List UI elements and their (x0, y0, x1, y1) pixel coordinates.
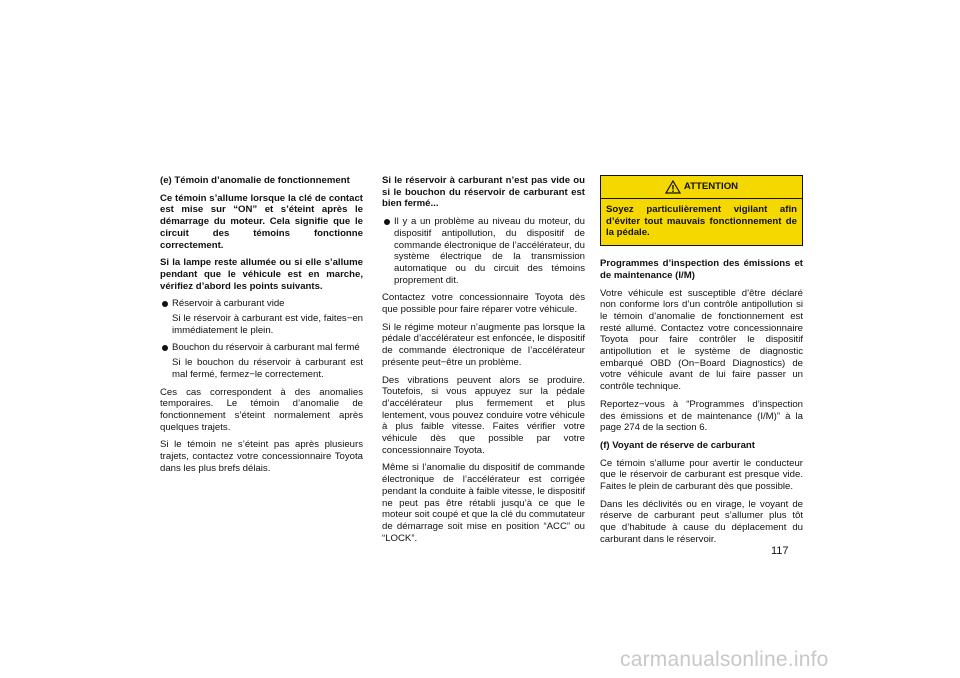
section-heading-e: (e) Témoin d’anomalie de fonctionnement (160, 175, 350, 186)
watermark: carmanualsonline.info (620, 648, 829, 671)
paragraph: Si le régime moteur n’augmente pas lorsque la pédale d’accélérateur est enfoncée, le dispositif de commande électronique de l’accélérateur présente peut−être un problème. (382, 321, 585, 368)
lamp-on-bold-paragraph: Si la lampe reste allumée ou si elle s’allume pendant que le véhicule est en marche, vérifiez d’abord les points suivants. (160, 257, 363, 292)
bullet-icon (160, 342, 172, 355)
column-right (600, 175, 803, 552)
section-heading-f: (f) Voyant de réserve de carburant (600, 439, 755, 451)
condition-heading: Si le réservoir à carburant n’est pas vide ou si le bouchon du réservoir de carburant est bien fermé... (382, 175, 585, 210)
paragraph: Votre véhicule est susceptible d’être déclaré non conforme lors d’un contrôle antipollution si le témoin d’anomalie de fonctionnement est resté allumé. Contactez votre concessionnaire Toyota pour faire contrôler le dispositif antipollution et le système de diagnostic embarqué OBD (On−Board Diagnostics) de votre véhicule avant de lui faire passer un contrôle technique. (600, 287, 803, 393)
attention-title: ATTENTION (683, 181, 739, 193)
section-heading-im: Programmes d’inspection des émissions et de maintenance (I/M) (600, 258, 803, 281)
bullet-icon (160, 298, 172, 311)
bullet-icon (382, 216, 394, 286)
paragraph: Des vibrations peuvent alors se produire. Toutefois, si vous appuyez sur la pédale d’accélérateur plus fermement et plus lentement, vous pouvez conduire votre véhicule à plus faible vitesse. Faites vérifier votre véhicule dès que possible par votre concessionnaire Toyota. (382, 374, 585, 456)
attention-body: Soyez particulièrement vigilant afin d’éviter tout mauvais fonctionnement de la pédale. (606, 204, 797, 239)
list-item: Il y a un problème au niveau du moteur, du dispositif antipollution, du dispositif de commande électronique de l’accélérateur, du système électrique de la transmission automatique ou du circuit des témoins proprement dit. (382, 216, 585, 286)
paragraph: Ce témoin s’allume pour avertir le conducteur que le réservoir de carburant est presque vide. Faites le plein de carburant dès que possible. (600, 457, 803, 493)
attention-box (600, 175, 803, 246)
paragraph: Même si l’anomalie du dispositif de commande électronique de l’accélérateur est corrigée pendant la conduite à faible vitesse, le dispositif ne peut pas être rétabli jusqu’à ce que le moteur soit coupé et que la clé du commutateur de démarrage soit mise en position “ACC” ou “LOCK”. (382, 462, 585, 544)
bullet-detail: Si le réservoir à carburant est vide, faites−en immédiatement le plein. (172, 313, 363, 336)
warning-triangle-icon (665, 180, 681, 194)
attention-header (601, 176, 802, 199)
column-middle (382, 175, 585, 550)
list-item: Bouchon du réservoir à carburant mal fermé (160, 342, 363, 355)
paragraph: Reportez−vous à “Programmes d’inspection des émissions et de maintenance (I/M)” à la page 274 de la section 6. (600, 398, 803, 434)
paragraph: Si le témoin ne s’éteint pas après plusieurs trajets, contactez votre concessionnaire Toyota dans les plus brefs délais. (160, 439, 363, 474)
intro-bold-paragraph: Ce témoin s’allume lorsque la clé de contact est mise sur “ON” et s’éteint après le démarrage du moteur. Cela signifie que le circuit des témoins fonctionne correctement. (160, 192, 363, 251)
paragraph: Ces cas correspondent à des anomalies temporaires. Le témoin d’anomalie de fonctionnement s’éteint normalement après quelques trajets. (160, 386, 363, 433)
list-item: Réservoir à carburant vide (160, 298, 363, 311)
column-left (160, 175, 363, 480)
paragraph: Contactez votre concessionnaire Toyota dès que possible pour faire réparer votre véhicule. (382, 292, 585, 316)
paragraph: Dans les déclivités ou en virage, le voyant de réserve de carburant peut s’allumer plus tôt que d’habitude à cause du déplacement du carburant dans le réservoir. (600, 498, 803, 545)
page-number: 117 (771, 545, 789, 557)
bullet-detail: Si le bouchon du réservoir à carburant est mal fermé, fermez−le correctement. (172, 357, 363, 380)
